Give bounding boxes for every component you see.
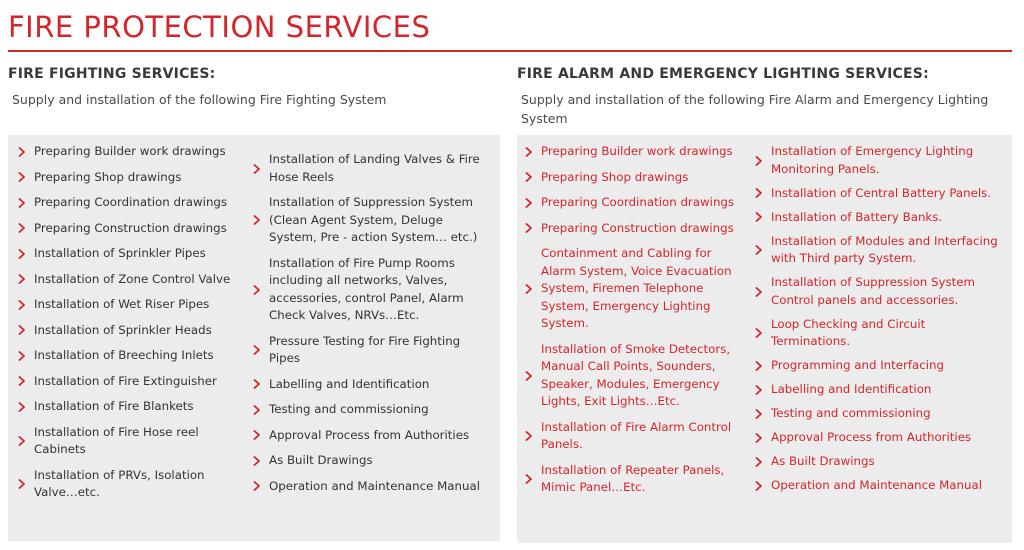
list-item <box>253 376 493 394</box>
list-item <box>525 419 745 454</box>
fire-fighting-list-col-1 <box>18 143 246 510</box>
fire-alarm-list-col-2 <box>755 143 1005 501</box>
chevron-right-icon <box>755 242 771 258</box>
list-item <box>18 296 246 314</box>
list-item <box>755 429 1005 447</box>
list-item <box>755 453 1005 471</box>
chevron-right-icon <box>18 476 34 492</box>
list-item <box>253 151 493 186</box>
chevron-right-icon <box>525 220 541 236</box>
fire-fighting-list-box <box>8 135 500 541</box>
fire-fighting-intro: Supply and installation of the following Fire Fighting System <box>12 92 387 107</box>
chevron-right-icon <box>755 325 771 341</box>
fire-alarm-heading: FIRE ALARM AND EMERGENCY LIGHTING SERVICES: <box>517 66 929 82</box>
list-item <box>253 333 493 368</box>
fire-alarm-intro: Supply and installation of the following Fire Alarm and Emergency Lighting System <box>521 92 989 126</box>
list-item-label: Programming and Interfacing <box>771 358 945 372</box>
list-item-label: Installation of Suppression System Control panels and accessories. <box>771 275 976 307</box>
list-item-label: Preparing Construction drawings <box>34 220 227 235</box>
list-item-label: Installation of Breeching Inlets <box>34 348 214 362</box>
list-item <box>18 373 246 391</box>
chevron-right-icon <box>253 453 269 469</box>
list-item <box>18 169 246 187</box>
chevron-right-icon <box>755 454 771 470</box>
list-item-label: Installation of Central Battery Panels. <box>771 185 992 200</box>
chevron-right-icon <box>18 399 34 415</box>
list-item <box>18 194 246 212</box>
list-item <box>525 245 745 333</box>
list-item <box>755 357 1005 375</box>
list-item-label: Installation of Sprinkler Heads <box>34 322 212 337</box>
list-item-label: Installation of Fire Extinguisher <box>34 373 217 388</box>
list-item-label: Installation of Battery Banks. <box>771 209 943 224</box>
chevron-right-icon <box>755 185 771 201</box>
list-item-label: Containment and Cabling for Alarm System, Voice Evacuation System, Firemen Telephone System, Emergency Lighting System. <box>541 246 732 330</box>
list-item <box>18 398 246 416</box>
chevron-right-icon <box>755 358 771 374</box>
list-item <box>755 316 1005 351</box>
chevron-right-icon <box>525 368 541 384</box>
list-item-label: Pressure Testing for Fire Fighting Pipes <box>269 333 461 365</box>
list-item-label: Preparing Construction drawings <box>541 220 734 235</box>
list-item <box>525 194 745 212</box>
list-item-label: Operation and Maintenance Manual <box>269 478 480 493</box>
list-item-label: Installation of Landing Valves & Fire Hose Reels <box>269 152 480 184</box>
fire-fighting-heading: FIRE FIGHTING SERVICES: <box>8 66 216 82</box>
chevron-right-icon <box>253 161 269 177</box>
chevron-right-icon <box>253 282 269 298</box>
list-item <box>755 477 1005 495</box>
chevron-right-icon <box>525 195 541 211</box>
chevron-right-icon <box>18 433 34 449</box>
list-item-label: Preparing Shop drawings <box>541 169 689 184</box>
list-item-label: Loop Checking and Circuit Terminations. <box>771 316 926 348</box>
list-item <box>755 185 1005 203</box>
list-item <box>253 427 493 445</box>
fire-fighting-section <box>8 64 508 109</box>
list-item <box>755 143 1005 178</box>
title-divider <box>8 50 1012 52</box>
list-item <box>755 405 1005 423</box>
list-item-label: Installation of Fire Blankets <box>34 399 194 413</box>
list-item <box>18 467 246 502</box>
list-item-label: Preparing Builder work drawings <box>34 144 226 158</box>
list-item-label: Installation of Fire Hose reel Cabinets <box>34 424 199 456</box>
list-item-label: Installation of Fire Alarm Control Panels. <box>541 419 732 451</box>
list-item-label: Testing and commissioning <box>771 406 931 420</box>
chevron-right-icon <box>755 406 771 422</box>
chevron-right-icon <box>525 281 541 297</box>
list-item-label: Operation and Maintenance Manual <box>771 478 982 492</box>
chevron-right-icon <box>18 271 34 287</box>
list-item-label: Installation of Smoke Detectors, Manual Call Points, Sounders, Speaker, Modules, Emergency Lights, Exit Lights…Etc. <box>541 341 731 408</box>
chevron-right-icon <box>253 427 269 443</box>
list-item-label: Installation of Fire Pump Rooms including all networks, Valves, accessories, control Panel, Alarm Check Valves, NRVs…Etc. <box>269 255 464 322</box>
list-item-label: Labelling and Identification <box>269 376 430 391</box>
list-item <box>525 169 745 187</box>
chevron-right-icon <box>253 342 269 358</box>
list-item <box>18 347 246 365</box>
list-item <box>755 381 1005 399</box>
list-item-label: Preparing Builder work drawings <box>541 144 733 158</box>
list-item-label: Approval Process from Authorities <box>771 430 972 444</box>
list-item-label: Installation of Modules and Interfacing with Third party System. <box>771 233 998 265</box>
list-item <box>755 209 1005 227</box>
list-item-label: Preparing Coordination drawings <box>541 195 735 209</box>
chevron-right-icon <box>18 195 34 211</box>
fire-alarm-list-box <box>517 135 1012 543</box>
list-item <box>525 462 745 497</box>
chevron-right-icon <box>755 284 771 300</box>
fire-alarm-section <box>517 64 1012 128</box>
chevron-right-icon <box>755 478 771 494</box>
chevron-right-icon <box>525 144 541 160</box>
list-item <box>253 452 493 470</box>
list-item-label: Approval Process from Authorities <box>269 427 470 442</box>
list-item <box>525 220 745 238</box>
chevron-right-icon <box>18 322 34 338</box>
chevron-right-icon <box>253 478 269 494</box>
page-title: FIRE PROTECTION SERVICES <box>8 10 431 44</box>
list-item-label: Installation of Zone Control Valve <box>34 271 231 286</box>
chevron-right-icon <box>253 212 269 228</box>
chevron-right-icon <box>18 246 34 262</box>
chevron-right-icon <box>755 153 771 169</box>
chevron-right-icon <box>755 382 771 398</box>
list-item-label: Installation of Suppression System (Clean Agent System, Deluge System, Pre - action System… etc.) <box>269 195 478 244</box>
chevron-right-icon <box>18 169 34 185</box>
list-item <box>18 322 246 340</box>
chevron-right-icon <box>253 376 269 392</box>
list-item <box>755 274 1005 309</box>
list-item-label: Installation of PRVs, Isolation Valve…etc. <box>34 467 205 499</box>
list-item <box>18 220 246 238</box>
chevron-right-icon <box>18 373 34 389</box>
chevron-right-icon <box>755 430 771 446</box>
list-item-label: As Built Drawings <box>269 453 373 467</box>
list-item-label: Installation of Wet Riser Pipes <box>34 297 210 311</box>
list-item <box>18 245 246 263</box>
chevron-right-icon <box>18 144 34 160</box>
chevron-right-icon <box>253 402 269 418</box>
list-item-label: Preparing Coordination drawings <box>34 195 228 209</box>
list-item <box>253 478 493 496</box>
list-item <box>18 424 246 459</box>
list-item <box>18 271 246 289</box>
chevron-right-icon <box>18 348 34 364</box>
list-item-label: Preparing Shop drawings <box>34 169 182 184</box>
chevron-right-icon <box>525 169 541 185</box>
list-item <box>253 401 493 419</box>
list-item-label: Testing and commissioning <box>269 402 429 416</box>
list-item <box>253 194 493 247</box>
chevron-right-icon <box>18 220 34 236</box>
fire-alarm-list-col-1 <box>525 143 745 505</box>
chevron-right-icon <box>525 428 541 444</box>
list-item-label: Labelling and Identification <box>771 382 932 396</box>
list-item-label: Installation of Emergency Lighting Monitoring Panels. <box>771 144 974 176</box>
list-item <box>18 143 246 161</box>
chevron-right-icon <box>755 209 771 225</box>
chevron-right-icon <box>525 471 541 487</box>
list-item <box>755 233 1005 268</box>
list-item <box>525 341 745 411</box>
list-item-label: As Built Drawings <box>771 454 875 468</box>
list-item-label: Installation of Sprinkler Pipes <box>34 246 206 260</box>
list-item-label: Installation of Repeater Panels, Mimic Panel…Etc. <box>541 462 725 494</box>
fire-fighting-list-col-2 <box>253 151 493 503</box>
list-item <box>525 143 745 161</box>
list-item <box>253 255 493 325</box>
chevron-right-icon <box>18 297 34 313</box>
